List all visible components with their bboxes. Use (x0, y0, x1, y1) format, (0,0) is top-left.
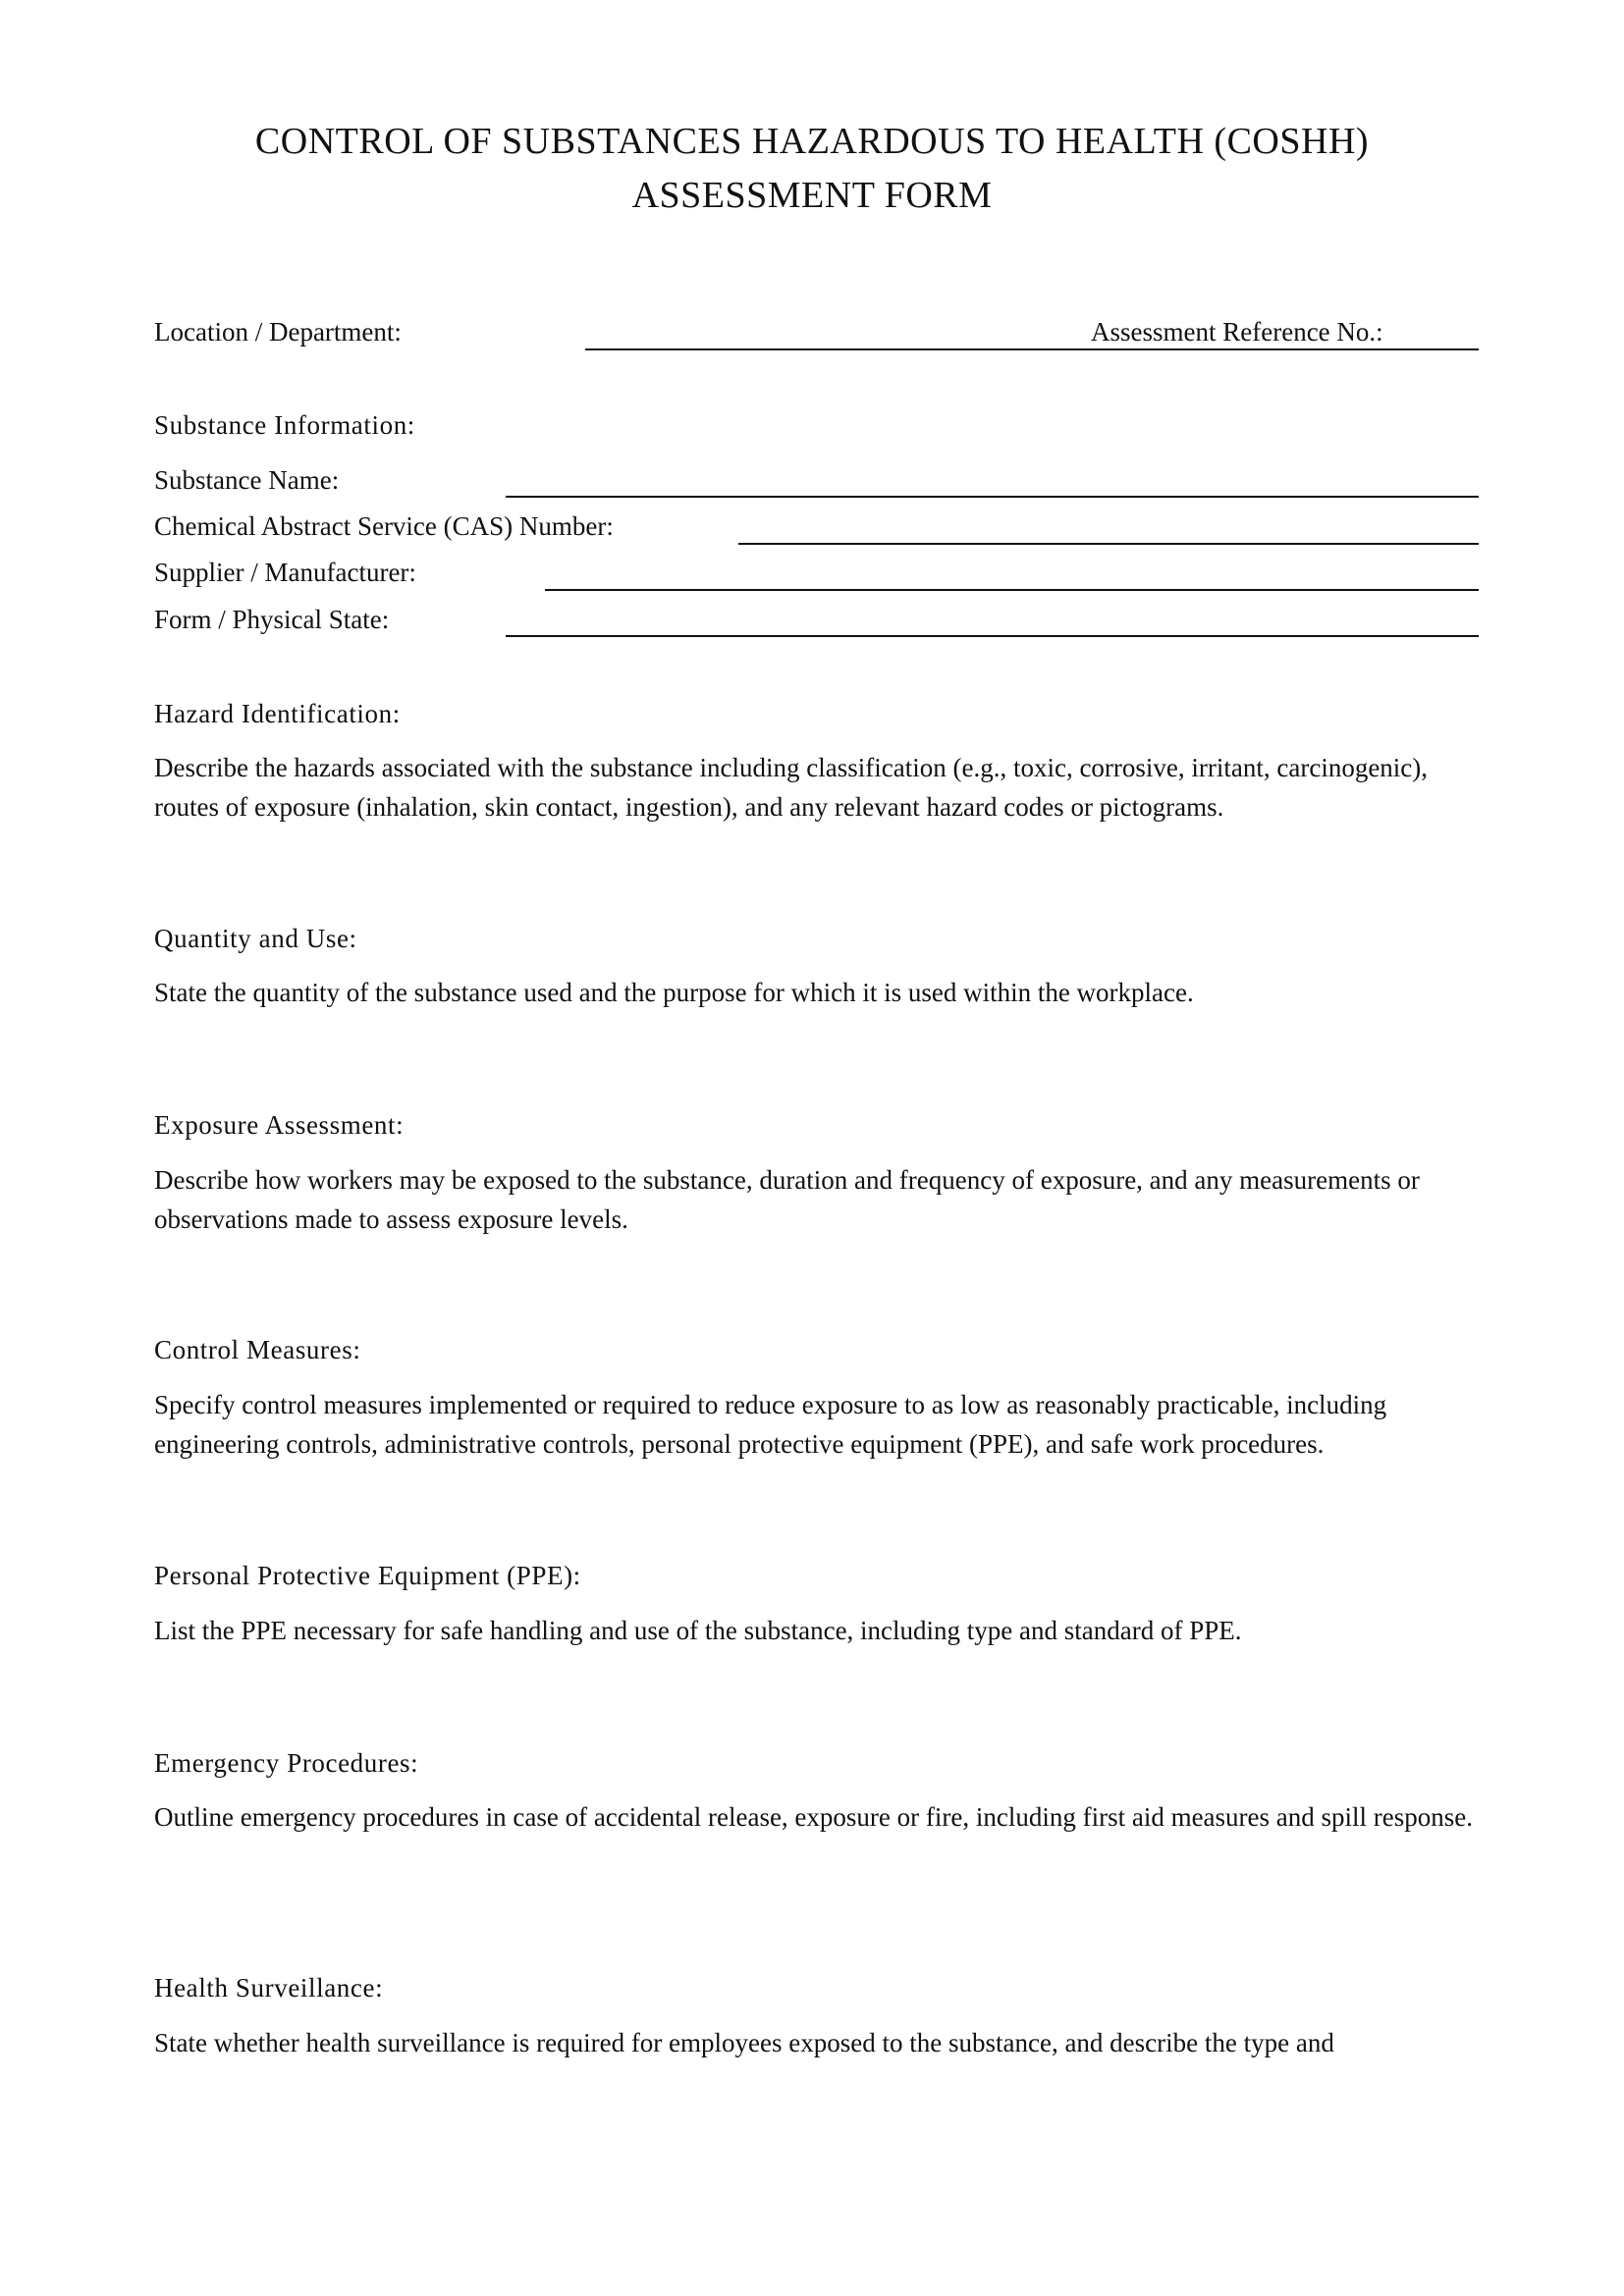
substance-name-field[interactable] (506, 496, 1479, 498)
form-title-line-2: ASSESSMENT FORM (631, 175, 993, 216)
hazard-identification-text: Describe the hazards associated with the substance including classification (e.g., toxic, corrosive, irritant, carcinogenic), routes of exposure (inhalation, skin contact, ingestion), and any relevant hazard codes or pictograms. (154, 753, 1429, 822)
location-department-label: Location / Department: (154, 317, 402, 347)
exposure-assessment-heading: Exposure Assessment: (154, 1110, 405, 1140)
supplier-manufacturer-field[interactable] (545, 589, 1479, 591)
substance-information-heading: Substance Information: (154, 410, 415, 440)
exposure-assessment-text: Describe how workers may be exposed to the substance, duration and frequency of exposure, and any measurements or observations made to assess exposure levels. (154, 1165, 1420, 1234)
hazard-identification-heading: Hazard Identification: (154, 699, 401, 728)
ppe-heading: Personal Protective Equipment (PPE): (154, 1561, 581, 1590)
health-surveillance-heading: Health Surveillance: (154, 1973, 384, 2002)
emergency-procedures-heading: Emergency Procedures: (154, 1748, 419, 1778)
quantity-and-use-text: State the quantity of the substance used and the purpose for which it is used within the workplace. (154, 978, 1194, 1007)
form-title-line-1: CONTROL OF SUBSTANCES HAZARDOUS TO HEALTH (COSHH) (254, 121, 1370, 162)
control-measures-heading: Control Measures: (154, 1335, 361, 1364)
quantity-and-use-heading: Quantity and Use: (154, 924, 357, 953)
control-measures-text: Specify control measures implemented or required to reduce exposure to as low as reasonably practicable, including engineering controls, administrative controls, personal protective equipment (PPE), and safe work procedures. (154, 1390, 1387, 1459)
cas-number-label: Chemical Abstract Service (CAS) Number: (154, 511, 614, 541)
emergency-procedures-text: Outline emergency procedures in case of accidental release, exposure or fire, including first aid measures and spill response. (154, 1802, 1473, 1832)
form-physical-state-field[interactable] (506, 635, 1479, 637)
health-surveillance-text: State whether health surveillance is required for employees exposed to the substance, and describe the type and (154, 2028, 1334, 2057)
assessment-reference-label: Assessment Reference No.: (1091, 317, 1383, 347)
form-physical-state-label: Form / Physical State: (154, 605, 390, 634)
location-department-field[interactable] (585, 348, 1479, 350)
supplier-manufacturer-label: Supplier / Manufacturer: (154, 558, 416, 587)
ppe-text: List the PPE necessary for safe handling and use of the substance, including type and standard of PPE. (154, 1616, 1242, 1645)
substance-name-label: Substance Name: (154, 465, 340, 495)
cas-number-field[interactable] (738, 543, 1479, 545)
